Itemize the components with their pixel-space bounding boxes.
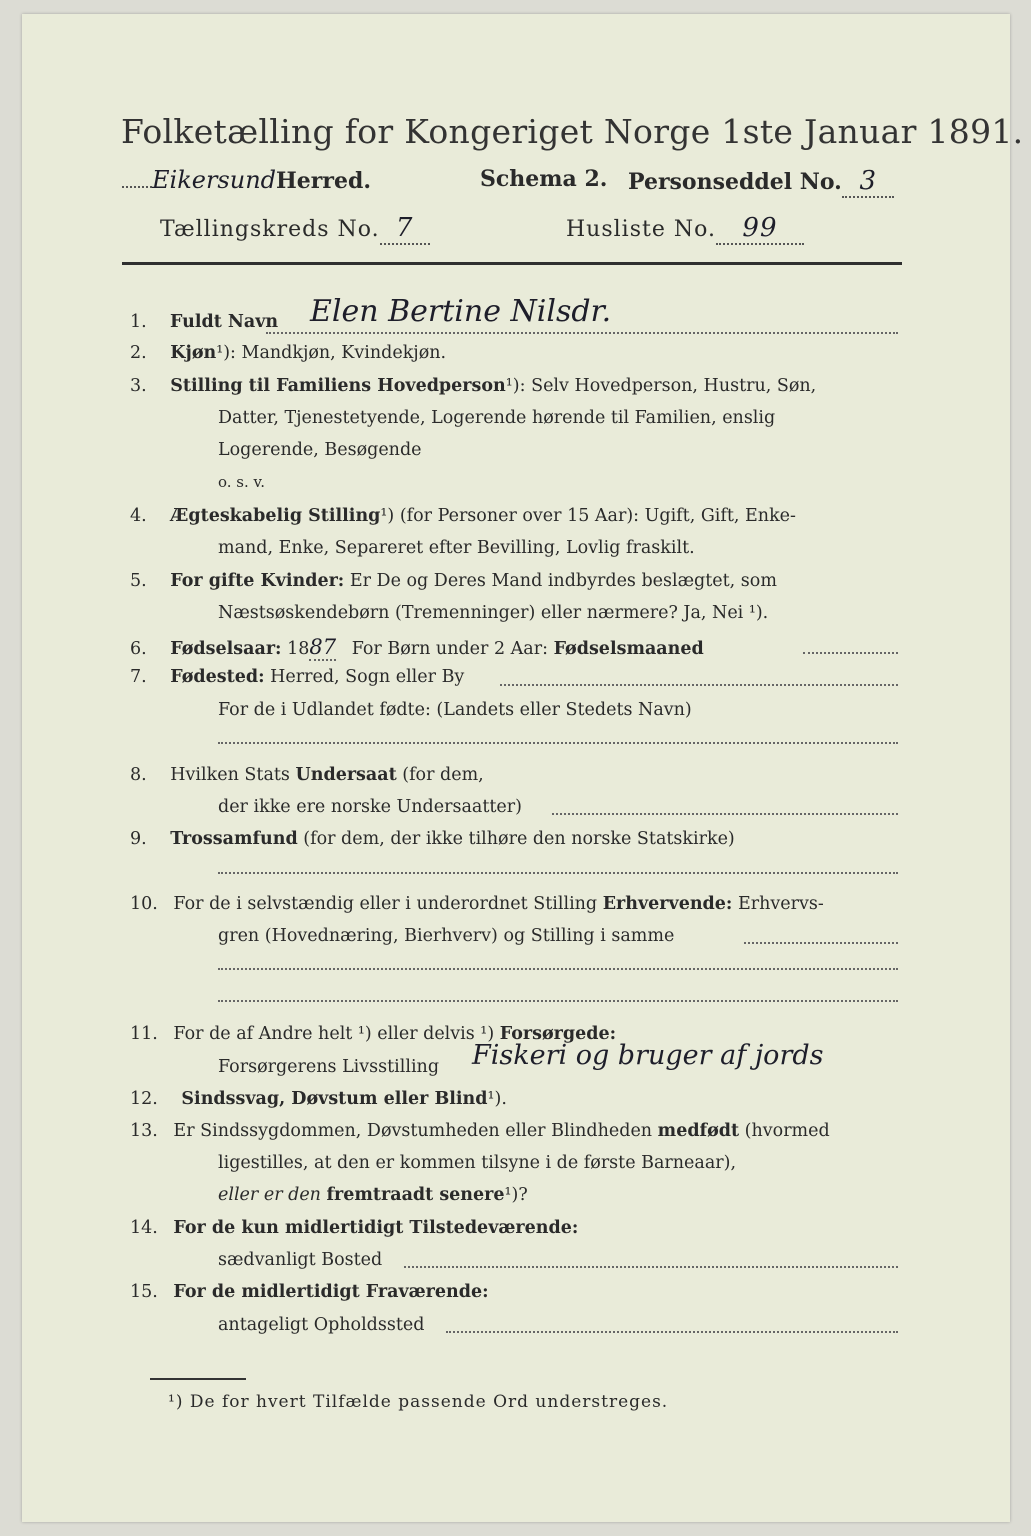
header-rule [122, 262, 902, 265]
herred-label: Herred. [276, 168, 372, 194]
item-fodested: 7. Fødested: Herred, Sogn eller By [130, 667, 465, 687]
forsorger-livsstilling-value: Fiskeri og bruger af jords [472, 1040, 824, 1071]
husliste-value: 99 [742, 213, 778, 243]
fuldt-navn-value: Elen Bertine Nilsdr. [310, 294, 612, 329]
item-stilling-familie: 3. Stilling til Familiens Hovedperson¹): Selv Hovedperson, Hustru, Søn, [130, 376, 817, 396]
item-fravaerende: 15. For de midlertidigt Fraværende: [130, 1282, 489, 1302]
kreds-label: Tællingskreds No. [160, 217, 380, 242]
item-medfodt: 13. Er Sindssygdommen, Døvstumheden eller Blindheden medfødt (hvormed [130, 1121, 830, 1141]
husliste-line [566, 213, 804, 245]
footnote: ¹) De for hvert Tilfælde passende Ord understreges. [168, 1392, 669, 1412]
item-erhverv: 10. For de i selvstændig eller i underordnet Stilling Erhvervende: Erhvervs- [130, 894, 824, 914]
kreds-line [160, 213, 430, 245]
footnote-rule [150, 1378, 246, 1380]
personseddel-value: 3 [859, 166, 877, 196]
form-title: Folketælling for Kongeriget Norge 1ste Januar 1891. [121, 112, 1024, 151]
item-tilstedevaerende: 14. For de kun midlertidigt Tilstedeværende: [130, 1218, 579, 1238]
item-undersaat: 8. Hvilken Stats Undersaat (for dem, [130, 765, 484, 785]
item-fodselsaar: 6. Fødselsaar: 1887 For Børn under 2 Aar: Fødselsmaaned [130, 635, 704, 659]
herred-value: Eikersund [152, 166, 277, 194]
item-sindssvag: 12. Sindssvag, Døvstum eller Blind¹). [130, 1089, 507, 1109]
item-trossamfund: 9. Trossamfund (for dem, der ikke tilhøre den norske Statskirke) [130, 829, 735, 849]
item-aegteskabelig: 4. Ægteskabelig Stilling¹) (for Personer over 15 Aar): Ugift, Gift, Enke- [130, 506, 796, 526]
husliste-label: Husliste No. [566, 217, 716, 242]
item-forsorgede: 11. For de af Andre helt ¹) eller delvis ¹) Forsørgede: [130, 1024, 617, 1044]
herred-line [122, 166, 371, 194]
item-kjon: 2. Kjøn¹): Mandkjøn, Kvindekjøn. [130, 343, 447, 363]
item-gifte-kvinder: 5. For gifte Kvinder: Er De og Deres Mand indbyrdes beslægtet, som [130, 571, 777, 591]
schema-label: Schema 2. [480, 166, 608, 192]
fodselsaar-value: 87 [309, 635, 337, 659]
personseddel-line [628, 166, 894, 198]
kreds-value: 7 [395, 213, 414, 243]
personseddel-label: Personseddel No. [628, 169, 842, 195]
medfodt-line3: eller er den fremtraadt senere¹)? [218, 1185, 528, 1205]
